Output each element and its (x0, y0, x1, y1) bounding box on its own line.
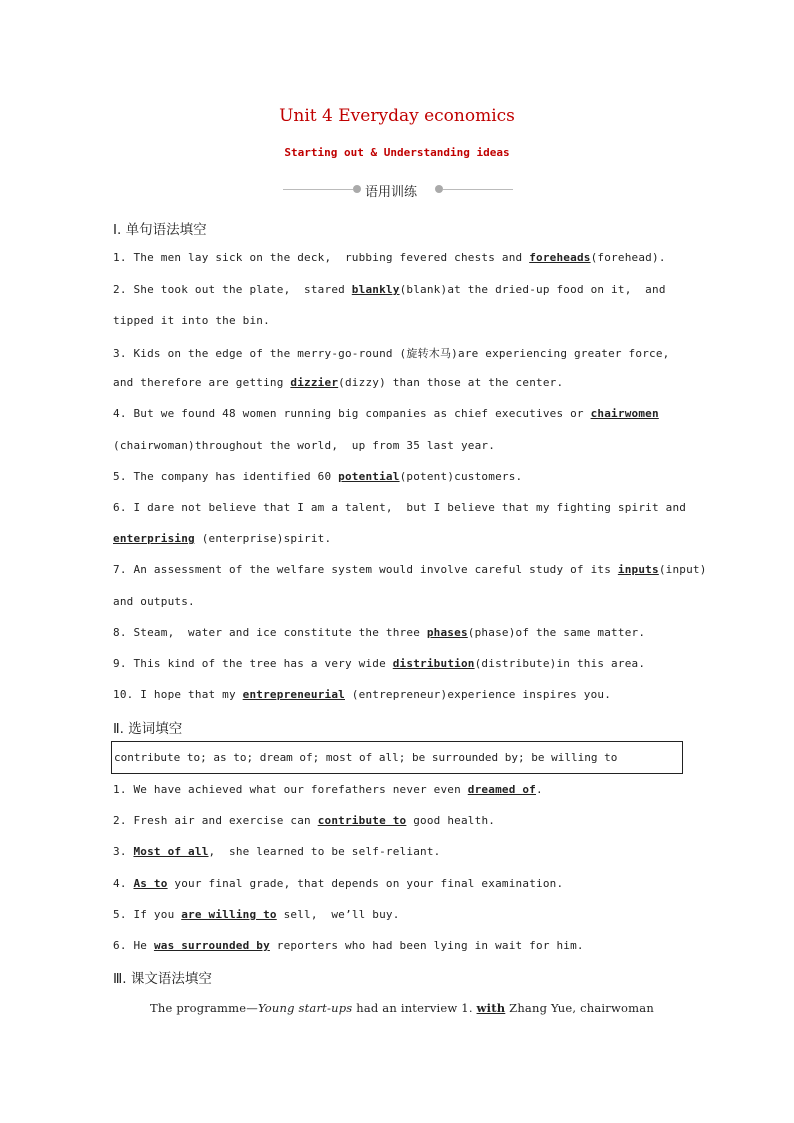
question-text: 6. I dare not believe that I am a talent, but I believe that my fighting spirit and (113, 501, 687, 514)
question-text: 7. An assessment of the welfare system would involve careful study of its (113, 563, 618, 576)
answer-blank: As to (133, 877, 168, 890)
question-text: 9. This kind of the tree has a very wide (113, 657, 393, 670)
question-text: 6. He (113, 939, 154, 952)
question-text-end: (blank)at the dried-up food on it, and (399, 283, 666, 296)
question-line (113, 376, 563, 389)
section-1-heading: Ⅰ. 单句语法填空 (113, 222, 207, 238)
question-line (113, 283, 666, 296)
answer-blank: distribution (392, 657, 475, 670)
question-line (113, 532, 331, 545)
answer-blank: chairwomen (590, 407, 659, 420)
passage-italic-title: Young start-ups (257, 1001, 353, 1015)
question-text-end: (phase)of the same matter. (467, 626, 646, 639)
divider-label: 语用训练 (365, 185, 418, 200)
question-line (113, 783, 543, 796)
question-line (113, 688, 611, 701)
divider-dot-right (435, 185, 443, 193)
question-text: and therefore are getting (113, 376, 291, 389)
question-text: 3. (113, 845, 134, 858)
question-line (113, 845, 441, 858)
word-bank-text: contribute to; as to; dream of; most of all; be surrounded by; be willing to (114, 751, 618, 764)
question-text-end: your final grade, that depends on your final examination. (167, 877, 564, 890)
page-subtitle: Starting out & Understanding ideas (284, 146, 510, 159)
question-text-end: , she learned to be self-reliant. (208, 845, 441, 858)
question-line (113, 626, 645, 639)
question-line (113, 501, 686, 514)
question-text: 2. She took out the plate, stared (113, 283, 352, 296)
question-text-end: (entrepreneur)experience inspires you. (344, 688, 612, 701)
question-line (113, 314, 270, 327)
question-text: and outputs. (113, 595, 195, 608)
question-text: 1. The men lay sick on the deck, rubbing fevered chests and (113, 251, 530, 264)
section-divider (283, 181, 513, 199)
answer-blank: foreheads (529, 251, 591, 264)
question-text-end: (distribute)in this area. (474, 657, 646, 670)
section-2-heading: Ⅱ. 选词填空 (113, 721, 183, 737)
answer-blank: dreamed of (467, 783, 537, 796)
question-text-end: . (536, 783, 543, 796)
question-text-end: reporters who had been lying in wait for him. (269, 939, 584, 952)
question-line (113, 439, 495, 452)
answer-blank: blankly (351, 283, 400, 296)
question-line (113, 251, 666, 264)
answer-blank: with (476, 1001, 506, 1015)
answer-blank: contribute to (317, 814, 407, 827)
question-line (113, 595, 195, 608)
question-text: 1. We have achieved what our forefathers never even (113, 783, 468, 796)
question-text: 3. Kids on the edge of the merry-go-round (旋转木马)are experiencing greater force, (113, 347, 670, 360)
question-text-end: (potent)customers. (399, 470, 523, 483)
question-line (113, 345, 670, 361)
question-text: 10. I hope that my (113, 688, 243, 701)
question-text: 8. Steam, water and ice constitute the three (113, 626, 427, 639)
question-text-end: (forehead). (590, 251, 666, 264)
divider-line-right (443, 189, 513, 190)
question-text-end: (input) (658, 563, 707, 576)
question-line (113, 877, 563, 890)
question-line (113, 814, 495, 827)
answer-blank: enterprising (113, 532, 195, 545)
answer-blank: are willing to (181, 908, 277, 921)
question-line (113, 470, 522, 483)
word-bank-box (111, 741, 683, 774)
question-line (113, 407, 659, 420)
question-text: 2. Fresh air and exercise can (113, 814, 318, 827)
question-text: tipped it into the bin. (113, 314, 270, 327)
question-text-end: (enterprise)spirit. (194, 532, 332, 545)
answer-blank: potential (338, 470, 400, 483)
answer-blank: entrepreneurial (242, 688, 345, 701)
question-text: 4. (113, 877, 134, 890)
question-text: 4. But we found 48 women running big companies as chief executives or (113, 407, 591, 420)
question-line (113, 939, 584, 952)
question-text: (chairwoman)throughout the world, up from 35 last year. (113, 439, 496, 452)
answer-blank: was surrounded by (153, 939, 270, 952)
question-text-end: sell, we’ll buy. (276, 908, 400, 921)
passage-text-end: Zhang Yue, chairwoman (505, 1001, 654, 1015)
passage-text: The programme— (150, 1001, 258, 1015)
page-title: Unit 4 Everyday economics (279, 106, 515, 126)
answer-blank: dizzier (290, 376, 339, 389)
question-line (113, 908, 400, 921)
question-line (113, 657, 645, 670)
divider-line-left (283, 189, 353, 190)
question-text: 5. If you (113, 908, 182, 921)
section-3-heading: Ⅲ. 课文语法填空 (113, 971, 212, 987)
answer-blank: phases (426, 626, 468, 639)
passage-text-mid: had an interview 1. (352, 1001, 477, 1015)
answer-blank: inputs (617, 563, 659, 576)
question-line (113, 563, 707, 576)
question-text-end: good health. (406, 814, 496, 827)
answer-blank: Most of all (133, 845, 209, 858)
question-text: 5. The company has identified 60 (113, 470, 339, 483)
passage-line (150, 1001, 654, 1015)
question-text-end: (dizzy) than those at the center. (338, 376, 564, 389)
divider-dot-left (353, 185, 361, 193)
